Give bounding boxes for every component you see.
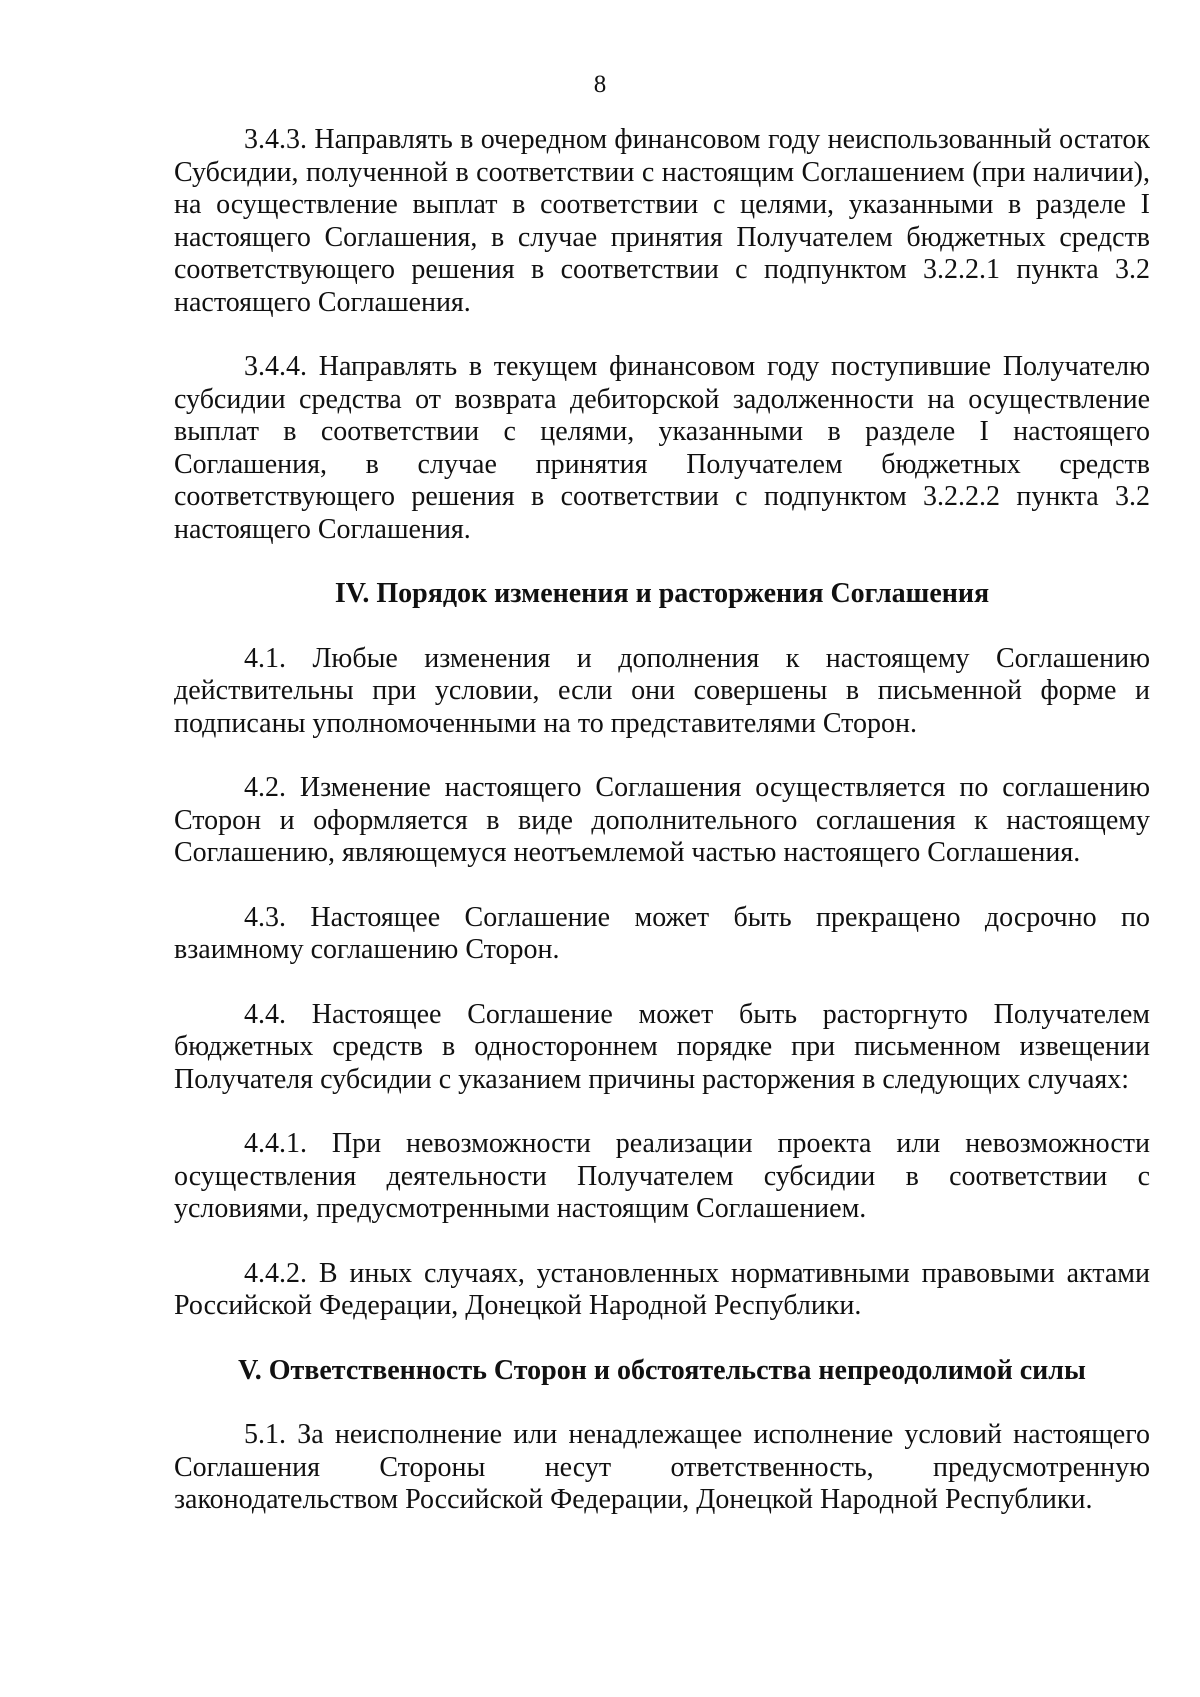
- clause-4-3: 4.3. Настоящее Соглашение может быть прекращено досрочно по взаимному соглашению Сторон.: [174, 901, 1150, 965]
- section-heading-iv: IV. Порядок изменения и расторжения Соглашения: [334, 578, 990, 609]
- clause-3-4-4: 3.4.4. Направлять в текущем финансовом году поступившие Получателю субсидии средства от возврата дебиторской задолженности на осуществление выплат в соответствии с целями, указанными в разделе I настоящего Соглашения, в случае принятия Получателем бюджетных средств соответствующего решения в соответствии с подпунктом 3.2.2.2 пункта 3.2 настоящего Соглашения.: [174, 351, 1150, 545]
- document-body: [174, 124, 1150, 1549]
- page-number: 8: [593, 71, 607, 98]
- section-heading-v: V. Ответственность Сторон и обстоятельства непреодолимой силы: [238, 1354, 1086, 1386]
- clause-4-2: 4.2. Изменение настоящего Соглашения осуществляется по соглашению Сторон и оформляется в виде дополнительного соглашения к настоящему Соглашению, являющемуся неотъемлемой частью настоящего Соглашения.: [174, 772, 1150, 868]
- clause-4-1: 4.1. Любые изменения и дополнения к настоящему Соглашению действительны при условии, если они совершены в письменной форме и подписаны уполномоченными на то представителями Сторон.: [174, 642, 1150, 739]
- clause-5-1: 5.1. За неисполнение или ненадлежащее исполнение условий настоящего Соглашения Стороны несут ответственность, предусмотренную законодательством Российской Федерации, Донецкой Народной Республики.: [174, 1419, 1150, 1515]
- clause-4-4: 4.4. Настоящее Соглашение может быть расторгнуто Получателем бюджетных средств в одностороннем порядке при письменном извещении Получателя субсидии с указанием причины расторжения в следующих случаях:: [174, 998, 1150, 1095]
- clause-4-4-1: 4.4.1. При невозможности реализации проекта или невозможности осуществления деятельности Получателем субсидии в соответствии с условиями, предусмотренными настоящим Соглашением.: [174, 1128, 1150, 1224]
- clause-3-4-3: 3.4.3. Направлять в очередном финансовом году неиспользованный остаток Субсидии, полученной в соответствии с настоящим Соглашением (при наличии), на осуществление выплат в соответствии с целями, указанными в разделе I настоящего Соглашения, в случае принятия Получателем бюджетных средств соответствующего решения в соответствии с подпунктом 3.2.2.1 пункта 3.2 настоящего Соглашения.: [174, 124, 1150, 318]
- clause-4-4-2: 4.4.2. В иных случаях, установленных нормативными правовыми актами Российской Федерации, Донецкой Народной Республики.: [174, 1257, 1150, 1321]
